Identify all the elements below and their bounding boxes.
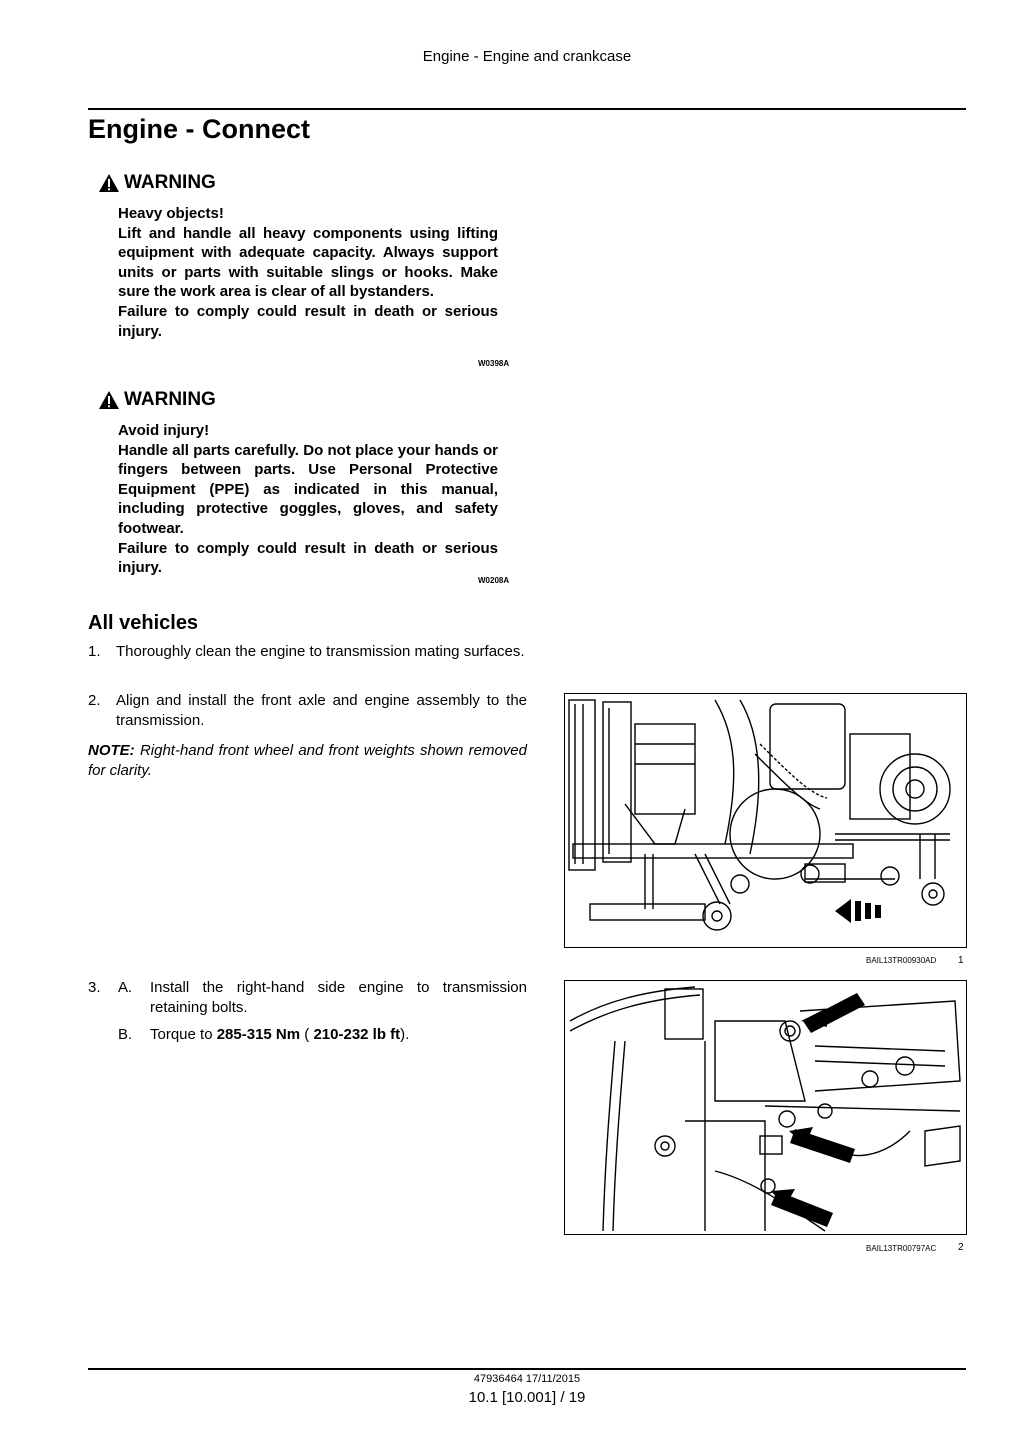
warning-body [118,421,498,578]
header-divider [88,108,966,110]
footer-divider [88,1368,966,1370]
note-label: NOTE: [88,742,135,759]
step-number: 1. [88,643,101,660]
engine-axle-illustration [565,694,966,947]
warning-body [118,204,498,341]
step-text: Align and install the front axle and engine assembly to the transmission. [116,692,527,729]
substep [118,978,527,1018]
retaining-bolts-illustration [565,981,966,1234]
step-item [88,642,527,662]
warning-line: Failure to comply could result in death or serious injury. [118,539,498,577]
step-text: Thoroughly clean the engine to transmission mating surfaces. [116,643,525,660]
paren-close: ). [400,1026,410,1043]
warning-triangle-icon [98,173,120,193]
torque-lbft: 210-232 lb ft [313,1026,401,1043]
page-title: Engine - Connect [88,114,310,144]
warning-label: WARNING [124,389,216,410]
warning-heading [98,389,216,411]
substep-text: Install the right-hand side engine to transmission retaining bolts. [150,979,527,1016]
substep-letter: A. [118,979,133,996]
figure-front-axle-engine-assembly [564,693,967,948]
warning-line: Lift and handle all heavy components using lifting equipment with adequate capacity. Always support units or parts with suitable slings or hooks. Make sure the work area is clear of all bystanders. [118,224,498,301]
warning-code: W0398A [478,359,510,368]
torque-prefix: Torque to [150,1026,213,1043]
step-number: 2. [88,692,101,709]
paren-open: ( [304,1026,310,1043]
torque-spec [150,1025,527,1045]
substep [118,1025,527,1045]
warning-line: Avoid injury! [118,422,210,439]
step-item [88,691,527,731]
footer-doc-number: 47936464 17/11/2015 [473,1373,581,1385]
figure-number: 2 [958,1242,964,1253]
torque-nm: 285-315 Nm [216,1026,301,1043]
figure-caption: BAIL13TR00930AD [866,956,937,965]
figure-caption: BAIL13TR00797AC [866,1244,937,1253]
step-item [88,978,527,1045]
warning-triangle-icon [98,390,120,410]
figure-number: 1 [958,955,964,966]
note-text: Right-hand front wheel and front weights shown removed for clarity. [88,742,527,779]
warning-label: WARNING [124,172,216,193]
substep-letter: B. [118,1026,133,1043]
note [88,741,527,781]
figure-retaining-bolts [564,980,967,1235]
warning-line: Handle all parts carefully. Do not place your hands or fingers between parts. Use Personal Protective Equipment (PPE) as indicated in this manual, including protective goggles, gloves, and safety footwear. [118,441,498,537]
warning-line: Heavy objects! [118,205,224,222]
step-number: 3. [88,979,101,996]
warning-heading [98,172,216,194]
warning-code: W0208A [478,576,510,585]
warning-line: Failure to comply could result in death or serious injury. [118,302,498,340]
footer-page-number: 10.1 [10.001] / 19 [468,1389,586,1406]
section-heading: All vehicles [88,612,199,634]
running-header: Engine - Engine and crankcase [422,48,632,65]
